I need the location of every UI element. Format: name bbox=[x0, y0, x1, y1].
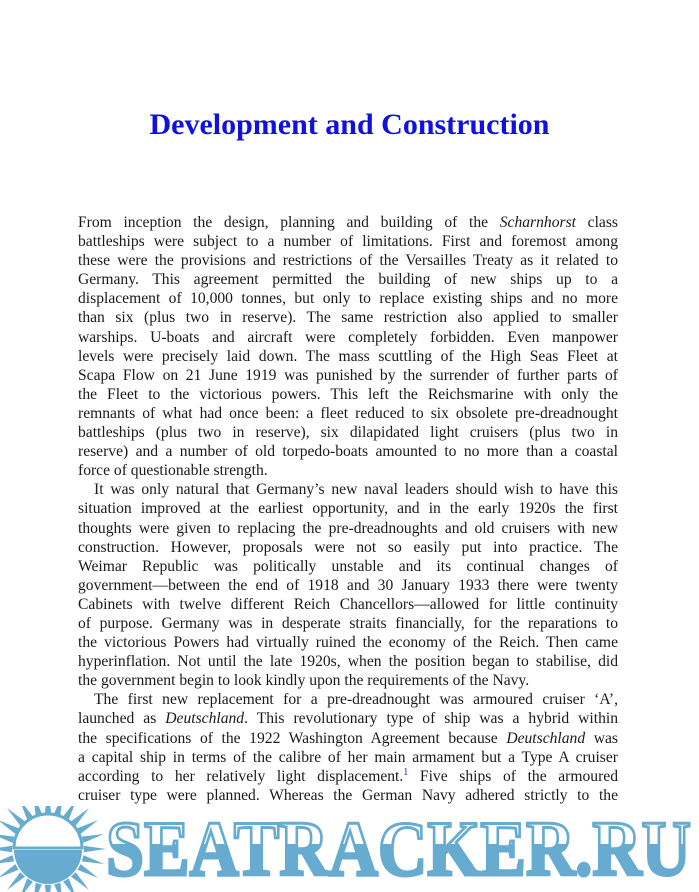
sun-ray bbox=[71, 872, 89, 890]
sun-ray bbox=[45, 885, 51, 892]
text-line bbox=[78, 289, 618, 308]
text-segment: launched as bbox=[78, 710, 166, 728]
sun-ray bbox=[84, 846, 106, 852]
text-line bbox=[78, 729, 618, 748]
text-segment: . This revolutionary type of ship was a hybrid within bbox=[244, 710, 618, 728]
text-segment: according to her relatively light displacement. bbox=[78, 767, 404, 785]
sun-ray bbox=[54, 883, 63, 892]
text-line bbox=[78, 232, 618, 251]
sun-ray bbox=[82, 834, 104, 843]
watermark-text: SEATRACKER.RU bbox=[106, 806, 691, 892]
text-segment: displacement of 10,000 tonnes, but only to replace existing ships and no more bbox=[78, 290, 618, 308]
text-line bbox=[78, 652, 618, 671]
text-line bbox=[78, 404, 618, 423]
text-segment: the specifications of the 1922 Washington Agreement because bbox=[78, 729, 507, 747]
text-segment: force of questionable strength. bbox=[78, 462, 268, 480]
sun-ray bbox=[77, 820, 98, 834]
text-line bbox=[78, 213, 618, 232]
text-segment: remnants of what had once been: a fleet reduced to six obsolete pre-dreadnought bbox=[78, 404, 618, 422]
text-segment: Scapa Flow on 21 June 1919 was punished by the surrender of further parts of bbox=[78, 366, 618, 384]
text-line bbox=[78, 385, 618, 404]
italic-text: Deutschland bbox=[506, 729, 586, 747]
text-line bbox=[78, 748, 618, 767]
text-line bbox=[78, 614, 618, 633]
text-segment: It was only natural that Germany’s new naval leaders should wish to have this bbox=[94, 481, 618, 499]
text-line bbox=[78, 786, 618, 805]
text-line bbox=[78, 308, 618, 327]
text-line bbox=[78, 709, 618, 728]
sun-ray bbox=[0, 834, 14, 843]
text-segment: government—between the end of 1918 and 30 January 1933 there were twenty bbox=[78, 576, 618, 594]
text-line bbox=[78, 347, 618, 366]
text-segment: hyperinflation. Not until the late 1920s, when the position began to stabilise, did bbox=[78, 653, 618, 671]
text-line bbox=[78, 690, 618, 709]
text-segment: The first new replacement for a pre-dreadnought was armoured cruiser ‘A’, bbox=[94, 691, 618, 709]
sun-ray bbox=[0, 855, 14, 864]
text-segment: than six (plus two in reserve). The same restriction also applied to smaller bbox=[78, 309, 618, 327]
sun-ray bbox=[0, 820, 19, 834]
sun-ray bbox=[19, 878, 33, 892]
text-line bbox=[78, 499, 618, 518]
text-line bbox=[78, 538, 618, 557]
text-segment: class bbox=[575, 214, 618, 231]
sun-ray bbox=[77, 864, 98, 878]
text-segment: thoughts were given to replacing the pre-dreadnoughts and old cruisers with new bbox=[78, 519, 618, 537]
text-segment: warships. U-boats and aircraft were completely forbidden. Even manpower bbox=[78, 328, 618, 346]
sun-ray bbox=[0, 864, 19, 878]
text-segment: Weimar Republic was politically unstable and its continual changes of bbox=[78, 557, 618, 575]
text-segment: levels were precisely laid down. The mass scuttling of the High Seas Fleet at bbox=[78, 347, 618, 365]
sun-ray bbox=[82, 855, 104, 864]
text-segment: construction. However, proposals were not so easily put into practice. The bbox=[78, 538, 618, 556]
text-line bbox=[78, 270, 618, 289]
text-segment: a capital ship in terms of the calibre of her main armament but a Type A cruiser bbox=[78, 748, 618, 766]
text-line bbox=[78, 576, 618, 595]
text-segment: of purpose. Germany was in desperate straits financially, for the reparations to bbox=[78, 614, 618, 632]
text-segment: the victorious Powers had virtually ruined the economy of the Reich. Then came bbox=[78, 634, 618, 652]
text-segment: From inception the design, planning and building of the bbox=[78, 214, 500, 231]
text-line bbox=[78, 671, 618, 690]
italic-text: Scharnhorst bbox=[499, 214, 576, 231]
text-segment: Cabinets with twelve different Reich Chancellors—allowed for little continuity bbox=[78, 595, 618, 613]
seatracker-watermark bbox=[0, 806, 699, 892]
text-line bbox=[78, 595, 618, 614]
italic-text: Deutschland bbox=[165, 710, 245, 728]
sun-ray bbox=[45, 806, 51, 813]
text-line bbox=[78, 251, 618, 270]
text-line bbox=[78, 557, 618, 576]
text-line bbox=[78, 442, 618, 461]
sun-ray bbox=[71, 808, 89, 826]
sun-ray bbox=[0, 846, 12, 852]
text-segment: Germany. This agreement permitted the building of new ships up to a bbox=[78, 271, 618, 289]
text-segment: the government begin to look kindly upon the requirements of the Navy. bbox=[78, 672, 530, 690]
text-line bbox=[78, 366, 618, 385]
text-line bbox=[78, 519, 618, 538]
text-segment: battleships were subject to a number of limitations. First and foremost among bbox=[78, 233, 618, 251]
text-line bbox=[78, 767, 618, 786]
sun-ray bbox=[33, 883, 42, 892]
page-title: Development and Construction bbox=[149, 108, 550, 141]
sun-ray bbox=[7, 808, 25, 826]
body-text bbox=[78, 213, 618, 805]
sun-logo-icon bbox=[0, 806, 106, 892]
text-segment: was bbox=[585, 729, 618, 747]
text-segment: cruiser type were planned. Whereas the German Navy adhered strictly to the bbox=[78, 786, 618, 804]
text-segment: Five ships of the armoured bbox=[408, 767, 618, 785]
sun-ray bbox=[7, 872, 25, 890]
text-segment: situation improved at the earliest opportunity, and in the early 1920s the first bbox=[78, 500, 618, 518]
footnote-ref[interactable]: 1 bbox=[403, 766, 409, 778]
sun-ray bbox=[63, 878, 77, 892]
text-segment: reserve) and a number of old torpedo-boats amounted to no more than a coastal bbox=[78, 443, 618, 461]
text-line bbox=[78, 480, 618, 499]
text-line bbox=[78, 328, 618, 347]
text-line bbox=[78, 423, 618, 442]
text-line bbox=[78, 633, 618, 652]
text-segment: the Fleet to the victorious powers. This left the Reichsmarine with only the bbox=[78, 385, 618, 403]
text-segment: battleships (plus two in reserve), six dilapidated light cruisers (plus two in bbox=[78, 424, 618, 442]
text-line bbox=[78, 461, 618, 480]
text-segment: these were the provisions and restrictions of the Versailles Treaty as it related to bbox=[78, 252, 618, 270]
